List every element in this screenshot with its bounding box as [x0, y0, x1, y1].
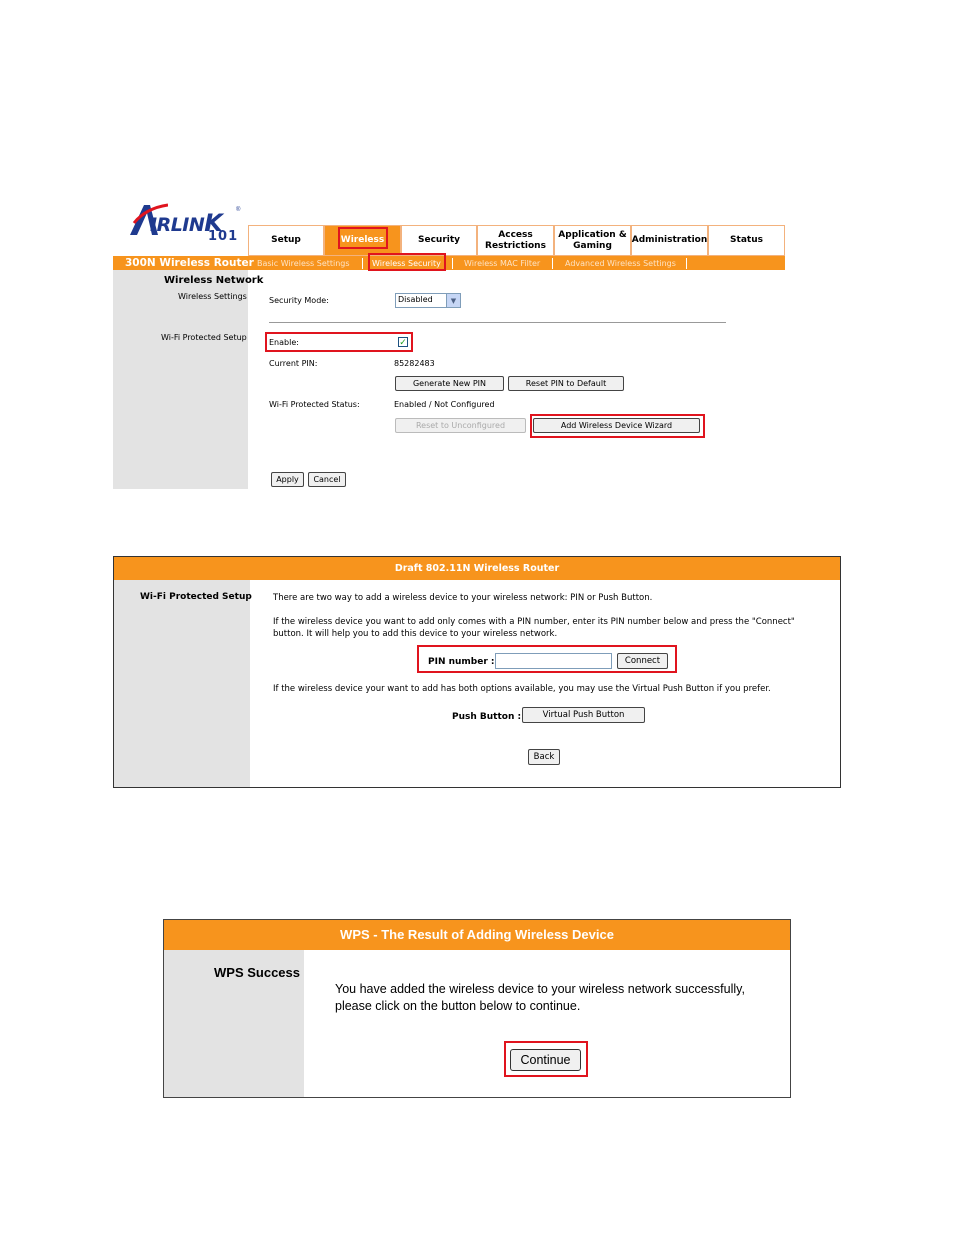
current-pin-value: 85282483 [394, 359, 435, 368]
push-button-label: Push Button : [452, 712, 522, 722]
sidebar-label: Wi-Fi Protected Setup [140, 592, 252, 602]
pin-number-label: PIN number : [428, 657, 495, 667]
back-button[interactable]: Back [528, 749, 560, 765]
subtab-advanced-wireless[interactable]: Advanced Wireless Settings [565, 259, 676, 268]
highlight-wireless-tab [338, 227, 388, 249]
logo-text-k: K [204, 209, 223, 237]
sidebar-item-wps: Wi-Fi Protected Setup [161, 333, 247, 342]
sidebar-section-title: Wireless Network [164, 275, 264, 286]
logo-number: 101 [208, 229, 239, 244]
tab-application-gaming[interactable]: Application & Gaming [554, 225, 631, 256]
panel-header: Draft 802.11N Wireless Router [114, 557, 840, 580]
security-mode-label: Security Mode: [269, 296, 329, 305]
subtab-mac-filter[interactable]: Wireless MAC Filter [464, 259, 541, 268]
wps-status-value: Enabled / Not Configured [394, 400, 495, 409]
apply-button[interactable]: Apply [271, 472, 304, 487]
highlight-continue [504, 1041, 588, 1077]
wps-setup-panel [113, 556, 841, 788]
enable-label: Enable: [269, 338, 299, 347]
highlight-enable [265, 332, 413, 352]
panel-header: WPS - The Result of Adding Wireless Device [164, 920, 790, 950]
main-nav [248, 225, 785, 256]
tab-security[interactable]: Security [401, 225, 477, 256]
tab-setup[interactable]: Setup [248, 225, 324, 256]
subtab-separator [362, 258, 363, 269]
reset-pin-button[interactable]: Reset PIN to Default [508, 376, 624, 391]
cancel-button[interactable]: Cancel [308, 472, 346, 487]
chevron-down-icon: ▼ [446, 294, 460, 307]
sub-nav-bar [113, 256, 785, 270]
left-sidebar [114, 580, 250, 787]
sidebar-item-wireless-settings: Wireless Settings [178, 292, 247, 301]
continue-button[interactable]: Continue [510, 1049, 581, 1071]
tab-access-restrictions[interactable]: Access Restrictions [477, 225, 554, 256]
generate-pin-button[interactable]: Generate New PIN [395, 376, 504, 391]
result-message-line1: You have added the wireless device to your wireless network successfully, [335, 982, 745, 996]
router-settings-panel [113, 195, 785, 489]
tab-administration[interactable]: Administration [631, 225, 708, 256]
product-title: 300N Wireless Router [125, 257, 254, 269]
section-divider [269, 322, 726, 323]
highlight-wireless-security [368, 253, 446, 271]
subtab-separator [452, 258, 453, 269]
reset-unconfigured-button[interactable]: Reset to Unconfigured [395, 418, 526, 433]
security-mode-select[interactable]: Disabled ▼ [395, 293, 461, 308]
wps-result-panel [163, 919, 791, 1098]
highlight-pin-entry [417, 645, 677, 673]
enable-checkbox[interactable]: ✓ [399, 337, 407, 347]
pin-text-line2: button. It will help you to add this device to your wireless network. [273, 629, 558, 639]
current-pin-label: Current PIN: [269, 359, 318, 368]
push-button-text: If the wireless device your want to add has both options available, you may use the Virtual Push Button if you prefer. [273, 684, 771, 694]
connect-button[interactable]: Connect [617, 653, 668, 669]
left-sidebar [113, 270, 248, 489]
virtual-push-button[interactable]: Virtual Push Button [522, 707, 645, 723]
airlink-logo: IRLINK ® 101 [128, 199, 238, 249]
subtab-separator [686, 258, 687, 269]
result-message-line2: please click on the button below to continue. [335, 999, 581, 1013]
tab-wireless[interactable]: Wireless [324, 225, 401, 256]
wps-success-label: WPS Success [214, 965, 300, 980]
subtab-basic-wireless[interactable]: Basic Wireless Settings [257, 259, 350, 268]
add-device-wizard-button[interactable]: Add Wireless Device Wizard [533, 418, 700, 433]
tab-status[interactable]: Status [708, 225, 785, 256]
wps-status-label: Wi-Fi Protected Status: [269, 400, 360, 409]
subtab-separator [552, 258, 553, 269]
pin-text-line1: If the wireless device you want to add only comes with a PIN number, enter its PIN number below and press the "Connect" [273, 617, 795, 627]
logo-registered: ® [236, 207, 241, 213]
highlight-add-device [530, 414, 705, 438]
intro-text: There are two way to add a wireless device to your wireless network: PIN or Push Button. [273, 593, 653, 603]
subtab-wireless-security[interactable]: Wireless Security [372, 259, 441, 268]
